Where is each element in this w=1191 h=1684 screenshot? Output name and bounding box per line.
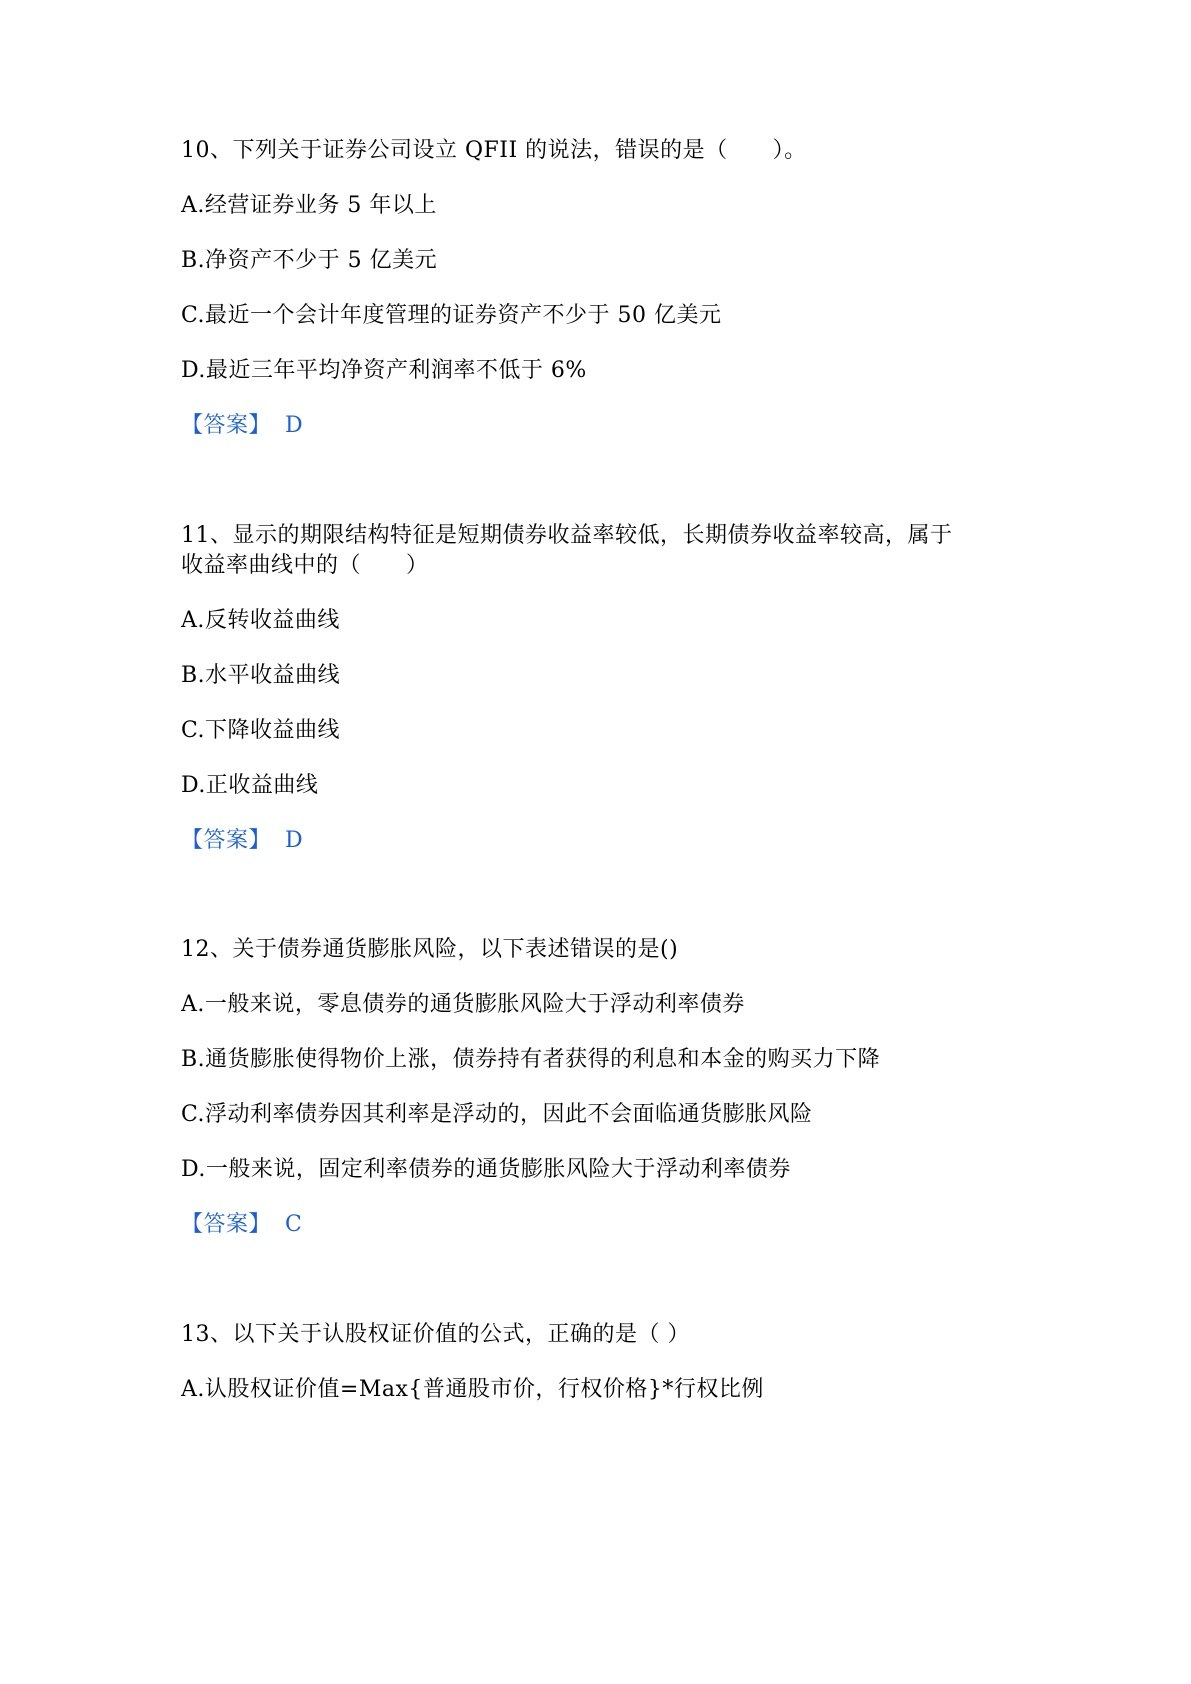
question-11-stem-line-1: 11、显示的期限结构特征是短期债券收益率较低，长期债券收益率较高，属于 [181,523,953,548]
question-12-option-a: A.一般来说，零息债券的通货膨胀风险大于浮动利率债券 [181,992,745,1017]
question-10-option-a: A.经营证券业务 5 年以上 [181,193,437,218]
question-11-option-a: A.反转收益曲线 [181,608,340,633]
question-11-answer [181,826,303,856]
question-12-option-b: B.通货膨胀使得物价上涨，债券持有者获得的利息和本金的购买力下降 [181,1047,881,1072]
question-10-stem: 10、下列关于证券公司设立 QFII 的说法，错误的是（ ）。 [181,138,807,163]
question-13-option-a: A.认股权证价值=Max{普通股市价，行权价格}*行权比例 [181,1377,764,1402]
question-11-option-b: B.水平收益曲线 [181,663,341,688]
question-11-stem-line-2: 收益率曲线中的（ ） [181,553,429,578]
answer-value: D [285,413,304,438]
answer-label: 【答案】 [181,1212,272,1237]
question-12-option-d: D.一般来说，固定利率债券的通货膨胀风险大于浮动利率债券 [181,1157,791,1182]
question-12-option-c: C.浮动利率债券因其利率是浮动的，因此不会面临通货膨胀风险 [181,1102,813,1127]
question-10-option-d: D.最近三年平均净资产利润率不低于 6% [181,358,587,383]
question-11-option-d: D.正收益曲线 [181,773,319,798]
question-12-answer [181,1210,302,1240]
question-12-stem: 12、关于债券通货膨胀风险，以下表述错误的是() [181,937,679,962]
answer-label: 【答案】 [181,828,272,853]
answer-label: 【答案】 [181,413,272,438]
answer-value: D [285,828,304,853]
question-13-stem: 13、以下关于认股权证价值的公式，正确的是（ ） [181,1322,690,1347]
answer-value: C [285,1212,303,1237]
question-10-option-b: B.净资产不少于 5 亿美元 [181,248,438,273]
question-10-answer [181,411,303,441]
question-10-option-c: C.最近一个会计年度管理的证券资产不少于 50 亿美元 [181,303,722,328]
question-11-option-c: C.下降收益曲线 [181,718,341,743]
